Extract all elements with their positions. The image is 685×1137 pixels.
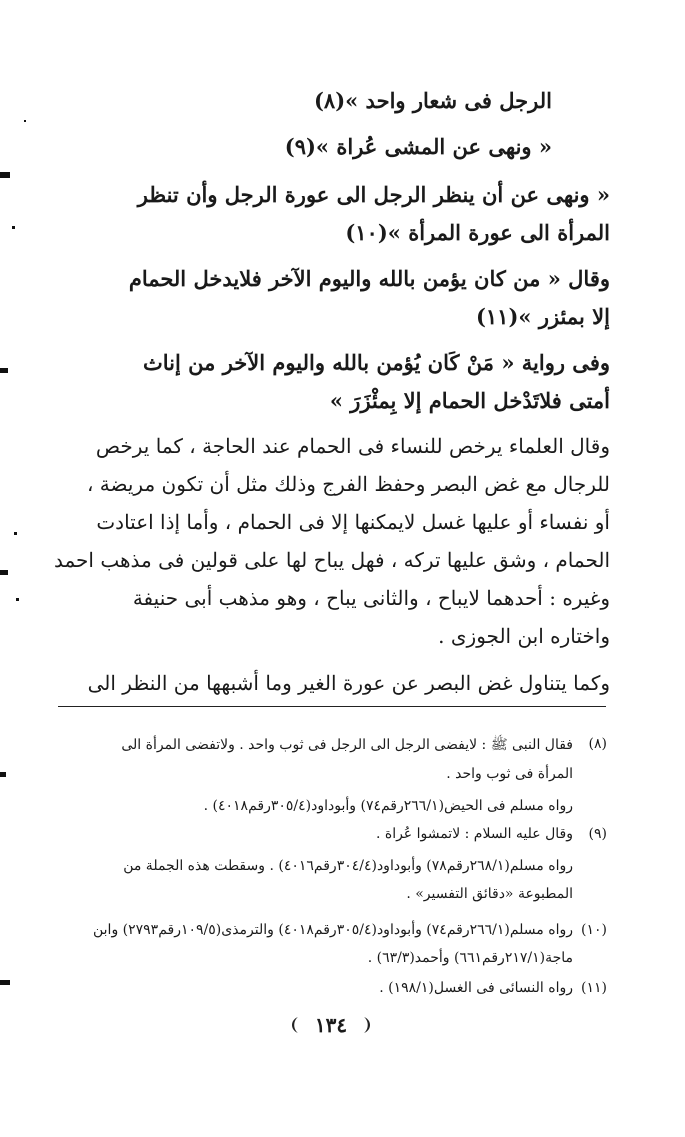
quote-line: الرجل فى شعار واحد »(٨) <box>313 88 552 113</box>
footnote-number: (٩) <box>588 826 607 842</box>
scan-mark <box>24 120 26 122</box>
footnote-number: (٨) <box>588 736 607 752</box>
quote-5 <box>143 344 610 420</box>
footnote-number: (١٠) <box>581 922 607 938</box>
paragraph-line: للرجال مع غض البصر وحفظ الفرج وذلك مثل أن تكون مريضة ، <box>86 472 610 496</box>
scan-mark <box>0 172 10 178</box>
footnote-line: وقال عليه السلام : لاتمشوا عُراة . <box>375 826 573 842</box>
quote-4 <box>129 260 610 336</box>
scan-mark <box>12 226 15 229</box>
footnote-line: فقال النبى ﷺ : لايفضى الرجل الى الرجل فى ثوب واحد . ولاتفضى المرأة الى <box>121 737 573 753</box>
scan-mark <box>0 570 8 575</box>
scan-mark <box>0 368 8 373</box>
quote-line: وفى رواية « مَنْ كَان يُؤمن بالله واليوم الآخر من إناث <box>143 350 610 375</box>
footnote-line: رواه مسلم فى الحيض(٢٦٦/١رقم٧٤) وأبوداود(٣٠٥/٤رقم٤٠١٨) . <box>203 798 573 814</box>
quote-3 <box>138 176 610 252</box>
quote-line: أمتى فلاتَدْخل الحمام إلا بِمئْزَرَ » <box>329 388 610 413</box>
paragraph-line: الحمام ، وشق عليها تركه ، فهل يباح لها على قولين فى مذهب احمد <box>53 548 610 572</box>
scan-mark <box>16 598 19 601</box>
footnote-line: رواه مسلم(٢٦٨/١رقم٧٨) وأبوداود(٣٠٤/٤رقم٤٠١٦) . وسقطت هذه الجملة من <box>123 858 573 874</box>
footnote-line: رواه النسائى فى الغسل(١٩٨/١) . <box>379 980 573 996</box>
scan-mark <box>0 772 6 777</box>
footnote-line: المرأة فى ثوب واحد . <box>446 766 573 782</box>
paragraph-line: وغيره : أحدهما لايباح ، والثانى يباح ، وهو مذهب أبى حنيفة <box>132 586 610 610</box>
quote-line: إلا بمئزر »(١١) <box>475 304 610 329</box>
quote-1 <box>314 82 552 120</box>
scan-mark <box>0 980 10 985</box>
paragraph-line: أو نفساء أو عليها غسل لايمكنها إلا فى الحمام ، وأما إذا اعتادت <box>96 510 610 534</box>
paragraph-line: واختاره ابن الجوزى . <box>438 624 610 648</box>
quote-line: وقال « من كان يؤمن بالله واليوم الآخر فلايدخل الحمام <box>128 266 610 291</box>
footnote-line: المطبوعة «دقائق التفسير» . <box>406 886 573 902</box>
footnote-line: رواه مسلم(٢٦٦/١رقم٧٤) وأبوداود(٣٠٥/٤رقم٤٠١٨) والترمذى(١٠٩/٥رقم٢٧٩٣) وابن <box>93 922 573 938</box>
last-line <box>88 664 610 702</box>
footnote-line: ماجة(٢١٧/١رقم٦٦١) وأحمد(٦٣/٣) . <box>367 950 573 966</box>
ornament-right-icon <box>362 1016 376 1034</box>
scan-mark <box>14 532 17 535</box>
page-number: ١٣٤ <box>314 1013 348 1037</box>
quote-2 <box>285 128 552 166</box>
quote-line: « ونهى عن المشى عُراة »(٩) <box>284 134 552 159</box>
quote-line: المرأة الى عورة المرأة »(١٠) <box>345 220 610 245</box>
paragraph-line: وكما يتناول غض البصر عن عورة الغير وما أشبهها من النظر الى <box>87 671 610 695</box>
paragraph-line: وقال العلماء يرخص للنساء فى الحمام عند الحاجة ، كما يرخص <box>95 434 610 458</box>
main-paragraph <box>54 427 610 655</box>
quote-line: « ونهى عن أن ينظر الرجل الى عورة الرجل وأن تنظر <box>137 182 610 207</box>
footnote-number: (١١) <box>581 980 607 996</box>
footnote-divider <box>58 706 606 707</box>
